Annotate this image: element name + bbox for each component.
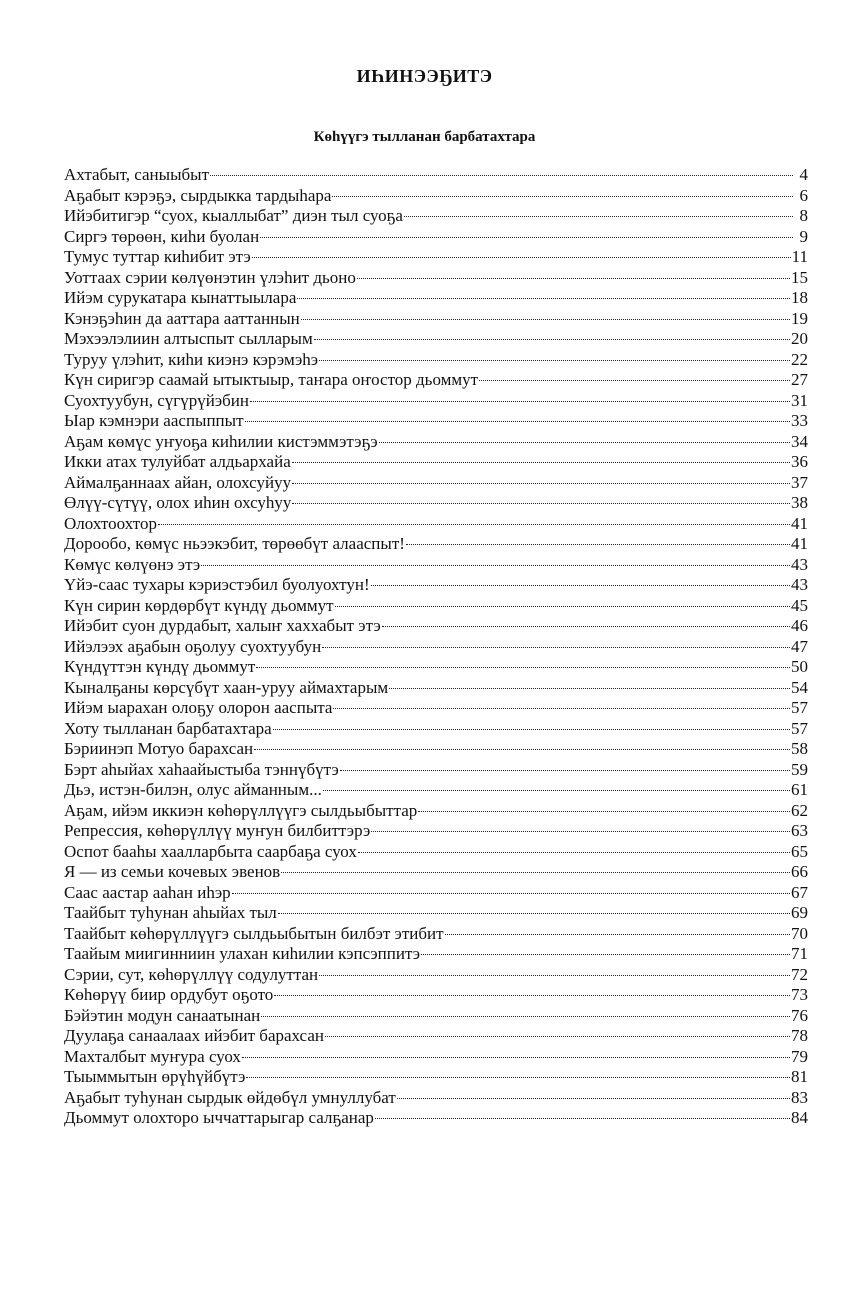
toc-entry: [64, 862, 808, 883]
toc-entry-page: 47: [791, 636, 808, 656]
toc-dot-leader: [418, 811, 790, 812]
toc-dot-leader: [292, 483, 790, 484]
toc-entry-title: Суохтуубун, сүгүрүйэбин: [64, 390, 249, 410]
toc-dot-leader: [232, 893, 790, 894]
toc-dot-leader: [389, 688, 790, 689]
toc-dot-leader: [382, 626, 790, 627]
toc-entry: [64, 883, 808, 904]
toc-entry-title: Күн сиригэр саамай ытыктыыр, таҥара оҥостор дьоммут: [64, 370, 479, 389]
toc-entry-title: Дуулаҕа санаалаах ийэбит барахсан: [64, 1026, 324, 1045]
toc-entry-page: 58: [791, 739, 808, 758]
toc-entry: [64, 760, 808, 781]
toc-entry: [64, 555, 808, 576]
toc-entry-page: 78: [791, 1026, 808, 1045]
toc-entry: [64, 350, 808, 371]
toc-dot-leader: [357, 278, 790, 279]
toc-entry-page: 79: [791, 1046, 808, 1066]
toc-dot-leader: [261, 1016, 790, 1017]
toc-entry: [64, 534, 808, 555]
toc-entry-page: 33: [791, 411, 808, 430]
toc-entry-title: Бэрт аһыйах хаһаайыстыба тэннүбүтэ: [64, 759, 339, 779]
toc-entry-title: Кэнэҕэһин да ааттара ааттаннын: [64, 308, 300, 328]
toc-entry: [64, 944, 808, 965]
toc-entry: [64, 657, 808, 678]
toc-dot-leader: [404, 216, 793, 217]
toc-entry-page: 70: [791, 923, 808, 943]
toc-entry-page: 50: [791, 657, 808, 676]
toc-entry-title: Күндүттэн күндү дьоммут: [64, 657, 256, 676]
toc-entry-title: Саас аастар ааһан иһэр: [64, 882, 231, 902]
toc-entry-title: Бэйэтин модун санаатынан: [64, 1005, 261, 1025]
toc-entry-title: Дьоммут олохторо ыччаттарыгар салҕанар: [64, 1108, 374, 1127]
toc-dot-leader: [292, 503, 790, 504]
toc-entry-title: Я — из семьи кочевых эвенов: [64, 862, 281, 881]
toc-entry: [64, 206, 808, 227]
toc-entry-page: 65: [791, 841, 808, 861]
toc-entry: [64, 1108, 808, 1129]
toc-dot-leader: [479, 380, 790, 381]
toc-entry-title: Ийэбит суон дурдабыт, халыҥ хаххабыт этэ: [64, 616, 381, 635]
toc-dot-leader: [301, 319, 790, 320]
toc-entry: [64, 821, 808, 842]
toc-entry-page: 45: [791, 595, 808, 615]
toc-entry-title: Икки атах тулуйбат алдьархайа: [64, 452, 291, 471]
toc-entry-title: Тумус туттар киһибит этэ: [64, 247, 251, 266]
toc-dot-leader: [273, 729, 790, 730]
toc-entry-page: 71: [791, 944, 808, 963]
toc-entry-title: Таайбыт туһунан аһыйах тыл: [64, 903, 277, 922]
toc-dot-leader: [278, 913, 790, 914]
toc-entry-title: Репрессия, көһөрүллүү муҥун билбиттэрэ: [64, 821, 371, 840]
toc-entry-page: 73: [791, 985, 808, 1004]
toc-entry-page: 76: [791, 1005, 808, 1025]
toc-entry-page: 11: [791, 247, 808, 266]
toc-dot-leader: [246, 1077, 790, 1078]
toc-dot-leader: [245, 421, 790, 422]
toc-entry-page: 67: [791, 882, 808, 902]
toc-dot-leader: [358, 852, 790, 853]
toc-entry-page: 69: [791, 903, 808, 922]
toc-entry-page: 63: [791, 821, 808, 840]
toc-entry-page: 20: [791, 329, 808, 348]
toc-entry-title: Оспот бааһы хаалларбыта саарбаҕа суох: [64, 841, 357, 861]
toc-dot-leader: [242, 1057, 790, 1058]
toc-dot-leader: [335, 606, 790, 607]
toc-dot-leader: [292, 462, 790, 463]
toc-dot-leader: [322, 647, 790, 648]
toc-entry: [64, 309, 808, 330]
toc-entry: [64, 842, 808, 863]
toc-entry-page: 81: [791, 1067, 808, 1086]
toc-entry: [64, 432, 808, 453]
toc-dot-leader: [250, 401, 790, 402]
page-title: ИҺИНЭЭҔИТЭ: [356, 66, 493, 86]
toc-entry: [64, 186, 808, 207]
toc-entry-title: Ийэм ыарахан олоҕу олорон ааспыта: [64, 698, 333, 717]
toc-entry-title: Хоту тылланан барбатахтара: [64, 718, 272, 738]
toc-entry-title: Сиргэ төрөөн, киһи буолан: [64, 226, 260, 246]
toc-dot-leader: [375, 1118, 790, 1119]
toc-entry: [64, 903, 808, 924]
toc-entry-title: Аймалҕаннаах айан, олохсуйуу: [64, 472, 292, 492]
toc-entry-title: Аҕабыт туһунан сырдык өйдөбүл умнуллубат: [64, 1087, 396, 1107]
toc-entry: [64, 924, 808, 945]
toc-entry-title: Ахтабыт, саныыбыт: [64, 165, 209, 184]
toc-dot-leader: [274, 995, 790, 996]
toc-entry: [64, 616, 808, 637]
toc-entry: [64, 801, 808, 822]
toc-entry-title: Дорообо, көмүс ньээкэбит, төрөөбүт алааспыт!: [64, 534, 405, 553]
toc-entry-page: 6: [799, 185, 808, 205]
toc-entry: [64, 1006, 808, 1027]
toc-entry: [64, 719, 808, 740]
toc-entry: [64, 739, 808, 760]
toc-entry: [64, 1026, 808, 1047]
toc-entry-page: 19: [791, 308, 808, 328]
toc-dot-leader: [323, 790, 790, 791]
toc-entry-page: 62: [791, 800, 808, 820]
toc-entry: [64, 698, 808, 719]
toc-entry-page: 41: [791, 534, 808, 553]
toc-entry-page: 54: [791, 677, 808, 697]
toc-entry-title: Тыыммытын өрүһүйбүтэ: [64, 1067, 246, 1086]
toc-entry: [64, 1088, 808, 1109]
toc-entry-title: Көһөрүү биир ордубут оҕото: [64, 985, 274, 1004]
table-of-contents: [64, 165, 808, 1129]
toc-entry: [64, 227, 808, 248]
toc-entry-page: 57: [791, 698, 808, 717]
toc-entry: [64, 452, 808, 473]
toc-dot-leader: [254, 749, 790, 750]
toc-entry: [64, 985, 808, 1006]
toc-entry-page: 59: [791, 759, 808, 779]
toc-dot-leader: [406, 544, 790, 545]
toc-dot-leader: [332, 196, 793, 197]
toc-entry-title: Ийэбитигэр “суох, кыаллыбат” диэн тыл суоҕа: [64, 206, 403, 225]
toc-entry-title: Туруу үлэһит, киһи киэнэ кэрэмэһэ: [64, 349, 319, 369]
toc-entry-title: Мэхээлэлиин алтыспыт сылларым: [64, 329, 313, 348]
toc-dot-leader: [319, 975, 790, 976]
toc-entry-title: Сэрии, сут, көһөрүллүү содулуттан: [64, 964, 319, 984]
toc-entry-title: Көмүс көлүөнэ этэ: [64, 554, 201, 574]
toc-dot-leader: [340, 770, 790, 771]
toc-dot-leader: [325, 1036, 790, 1037]
toc-dot-leader: [371, 585, 790, 586]
toc-entry-title: Таайым миигинниин улахан киһилии кэпсэппитэ: [64, 944, 421, 963]
toc-entry-page: 37: [791, 472, 808, 492]
toc-dot-leader: [201, 565, 790, 566]
toc-entry: [64, 596, 808, 617]
toc-entry-page: 31: [791, 390, 808, 410]
toc-entry-page: 43: [791, 575, 808, 594]
toc-entry-page: 57: [791, 718, 808, 738]
toc-entry: [64, 247, 808, 268]
toc-entry-title: Күн сирин көрдөрбүт күндү дьоммут: [64, 595, 334, 615]
toc-entry: [64, 780, 808, 801]
toc-entry: [64, 268, 808, 289]
toc-entry-page: 72: [791, 964, 808, 984]
toc-dot-leader: [314, 339, 790, 340]
toc-entry-page: 4: [799, 165, 808, 184]
toc-dot-leader: [319, 360, 790, 361]
toc-entry: [64, 391, 808, 412]
toc-entry: [64, 1067, 808, 1088]
toc-entry-page: 61: [791, 780, 808, 799]
toc-dot-leader: [379, 442, 790, 443]
toc-dot-leader: [210, 175, 793, 176]
toc-entry-page: 41: [791, 513, 808, 533]
toc-entry-title: Таайбыт көһөрүллүүгэ сылдьыбытын билбэт этибит: [64, 923, 444, 943]
toc-entry-page: 18: [791, 288, 808, 307]
toc-dot-leader: [256, 667, 790, 668]
toc-entry-page: 9: [799, 226, 808, 246]
toc-entry-title: Өлүү-сүтүү, олох иһин охсуһуу: [64, 493, 292, 512]
toc-entry: [64, 165, 808, 186]
toc-dot-leader: [281, 872, 790, 873]
toc-entry: [64, 637, 808, 658]
toc-entry-page: 27: [791, 370, 808, 389]
toc-entry: [64, 965, 808, 986]
toc-entry-title: Бэриинэп Мотуо барахсан: [64, 739, 254, 758]
toc-entry-page: 46: [791, 616, 808, 635]
toc-entry-title: Ийэм сурукатара кынаттыылара: [64, 288, 297, 307]
toc-entry-title: Үйэ-саас тухары кэриэстэбил буолуохтун!: [64, 575, 370, 594]
toc-entry-page: 8: [799, 206, 808, 225]
toc-entry: [64, 493, 808, 514]
toc-entry-title: Махталбыт муҥура суох: [64, 1046, 241, 1066]
toc-entry-title: Ийэлээх аҕабын оҕолуу суохтуубун: [64, 636, 322, 656]
toc-dot-leader: [421, 954, 790, 955]
toc-entry: [64, 575, 808, 596]
toc-entry: [64, 1047, 808, 1068]
toc-entry-page: 36: [791, 452, 808, 471]
toc-dot-leader: [158, 524, 790, 525]
toc-entry-page: 84: [791, 1108, 808, 1127]
toc-entry: [64, 678, 808, 699]
toc-entry: [64, 411, 808, 432]
toc-entry: [64, 288, 808, 309]
toc-entry: [64, 329, 808, 350]
toc-entry-title: Аҕам, ийэм иккиэн көһөрүллүүгэ сылдьыбыттар: [64, 800, 418, 820]
toc-dot-leader: [445, 934, 790, 935]
toc-dot-leader: [252, 257, 791, 258]
toc-entry-title: Дьэ, истэн-билэн, олус айманным...: [64, 780, 322, 799]
toc-dot-leader: [371, 831, 790, 832]
toc-entry-title: Олохтоохтор: [64, 513, 157, 533]
toc-entry-page: 22: [791, 349, 808, 369]
toc-entry: [64, 514, 808, 535]
toc-entry-title: Кыналҕаны көрсүбүт хаан-уруу аймахтарым: [64, 677, 389, 697]
toc-entry-title: Ыар кэмнэри ааспыппыт: [64, 411, 244, 430]
toc-entry: [64, 370, 808, 391]
toc-entry-title: Аҕам көмүс уҥуоҕа киһилии кистэммэтэҕэ: [64, 431, 378, 451]
toc-entry-title: Уоттаах сэрии көлүөнэтин үлэһит дьоно: [64, 267, 356, 287]
toc-entry-page: 83: [791, 1087, 808, 1107]
toc-entry-title: Аҕабыт кэрэҕэ, сырдыкка тардыһара: [64, 185, 332, 205]
toc-dot-leader: [397, 1098, 790, 1099]
toc-entry-page: 66: [791, 862, 808, 881]
toc-entry-page: 43: [791, 554, 808, 574]
toc-entry-page: 15: [791, 267, 808, 287]
toc-entry-page: 38: [791, 493, 808, 512]
toc-dot-leader: [333, 708, 790, 709]
section-heading: Көһүүгэ тылланан барбатахтара: [313, 129, 536, 145]
toc-entry-page: 34: [791, 431, 808, 451]
toc-dot-leader: [297, 298, 790, 299]
toc-entry: [64, 473, 808, 494]
toc-dot-leader: [260, 237, 793, 238]
